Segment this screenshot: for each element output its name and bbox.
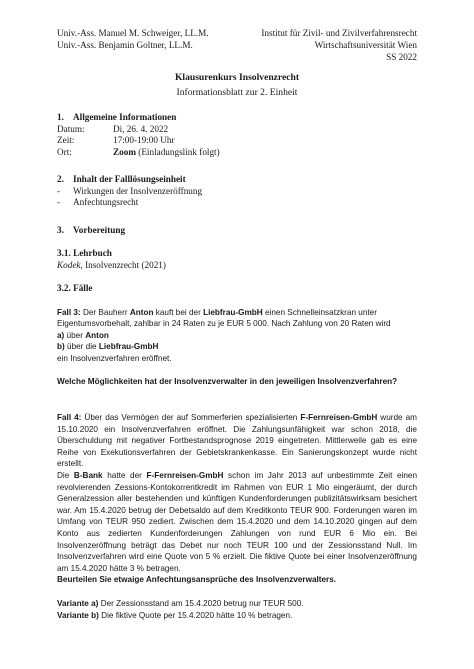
textbook-reference [57,260,417,272]
party-firm: F-Fernreisen-GmbH [146,471,224,481]
section-heading [57,112,417,124]
location-zoom: Zoom [113,146,136,157]
subsection-heading: 3.2. Fälle [57,283,93,293]
author-line: Univ.-Ass. Manuel M. Schweiger, LL.M. [57,28,209,38]
textbook-title: , Insolvenzrecht (2021) [80,259,166,270]
textbook-author: Kodek [57,259,81,270]
case-3-question: Welche Möglichkeiten hat der Insolvenzverwalter in den jeweiligen Insolvenzverfahren? [57,377,398,387]
case-3-option-a: a) über Anton [57,330,109,340]
variant-a: Variante a) Der Zessionsstand am 15.4.2020 betrug nur TEUR 500. [57,598,304,608]
info-row-time [57,135,417,147]
info-row-location [57,147,417,159]
info-value: Di, 26. 4. 2022 [113,123,169,134]
list-dash: - [57,185,61,196]
party-firm: F-Fernreisen-GmbH [300,413,378,423]
header-authors [57,27,209,51]
section-number: 2. [57,174,64,184]
info-label: Ort: [57,146,72,157]
section-heading [57,225,417,237]
case-4 [57,412,417,621]
semester-line: SS 2022 [386,52,417,62]
info-label: Zeit: [57,135,75,145]
document-subtitle: Informationsblatt zur 2. Einheit [176,87,298,98]
info-value: 17:00-19:00 Uhr [113,135,175,145]
party-bank: B-Bank [73,471,103,481]
subsection-heading: 3.1. Lehrbuch [57,248,112,258]
case-3-option-b: b) über die Liebfrau-GmbH [57,342,159,352]
case-label: Fall 4: [57,413,82,423]
case-4-question: Beurteilen Sie etwaige Anfechtungsansprüche des Insolvenzverwalters. [57,575,337,585]
case-4-paragraph-1: Fall 4: Über das Vermögen der auf Sommerferien spezialisierten F-Fernreisen-GmbH wurde am 15.10.2020 ein Insolvenzverfahren eröffnet. Die Zahlungsunfähigkeit war schon 2018, die Überschuldung mit negativer Fortbestandsprognose 2019 eingetreten. Mittlerweile gab es eine Reihe von Exekutionsverfahren der Gebietskrankenkasse. Ein Sanierungskonzept wurde nicht erstellt. [57,413,417,469]
case-label: Fall 3: [57,307,81,317]
list-item-text: Anfechtungsrecht [73,197,139,207]
variant-b: Variante b) Die fiktive Quote per 15.4.2020 hätte 10 % betragen. [57,610,293,620]
document-title: Klausurenkurs Insolvenzrecht [174,72,300,83]
case-3-ending: ein Insolvenzverfahren eröffnet. [57,353,172,363]
section-number: 3. [57,224,64,235]
case-3 [57,307,417,389]
list-item-text: Wirkungen der Insolvenzeröffnung [73,185,203,196]
info-value [113,147,220,159]
section-heading [57,174,417,186]
section-title: Vorbereitung [73,224,126,235]
university-line: Wirtschaftsuniversität Wien [314,40,417,50]
case-4-paragraph-2: Die B-Bank hatte der F-Fernreisen-GmbH schon im Jahr 2013 auf unbestimmte Zeit einen revolvierenden Zessions-Kontokorrentkredit im Rahmen von EUR 1 Mio eingeräumt, der durch Generalzession aller bestehenden und künftigen Kundenforderungen publizitätswirksam besichert war. Am 15.4.2020 betrug der Debetsaldo auf dem Kreditkonto TEUR 900. Forderungen waren im Umfang von TEUR 950 zediert. Zwischen dem 15.4.2020 und dem 14.10.2020 gingen auf dem Konto aus zedierten Kundenforderungen Zahlungen von rund EUR 6 Mio ein. Bei Insolvenzeröffnung beträgt das Debet nur noch TEUR 100 und der Zessionsstand Null. Im Insolvenzverfahren wird eine Quote von 5 % erzielt. Die fiktive Quote bei einer Insolvenzeröffnung am 15.4.2020 hätte 3 % betragen. [57,471,418,573]
section-number: 1. [57,112,64,122]
list-item [57,197,417,209]
case-3-text: Fall 3: Der Bauherr Anton kauft bei der Liebfrau-GmbH einen Schnelleinsatzkran unter Eigentumsvorbehalt, zahlbar in 24 Raten zu je EUR 5 000. Nach Zahlung von 20 Raten wird [57,307,391,329]
party-liebfrau: Liebfrau-GmbH [203,307,263,317]
list-dash: - [57,197,61,207]
info-label: Datum: [57,123,85,134]
location-note: (Einladungslink folgt) [135,146,220,157]
institute-line: Institut für Zivil- und Zivilverfahrensrecht [261,28,417,38]
list-item [57,186,417,198]
section-title: Inhalt der Falllösungseinheit [73,174,186,184]
section-title: Allgemeine Informationen [73,112,177,122]
document-body [57,112,417,621]
info-row-date [57,124,417,136]
header-institute [261,27,417,63]
party-anton: Anton [129,307,154,317]
author-line: Univ.-Ass. Benjamin Goltner, LL.M. [57,40,193,50]
